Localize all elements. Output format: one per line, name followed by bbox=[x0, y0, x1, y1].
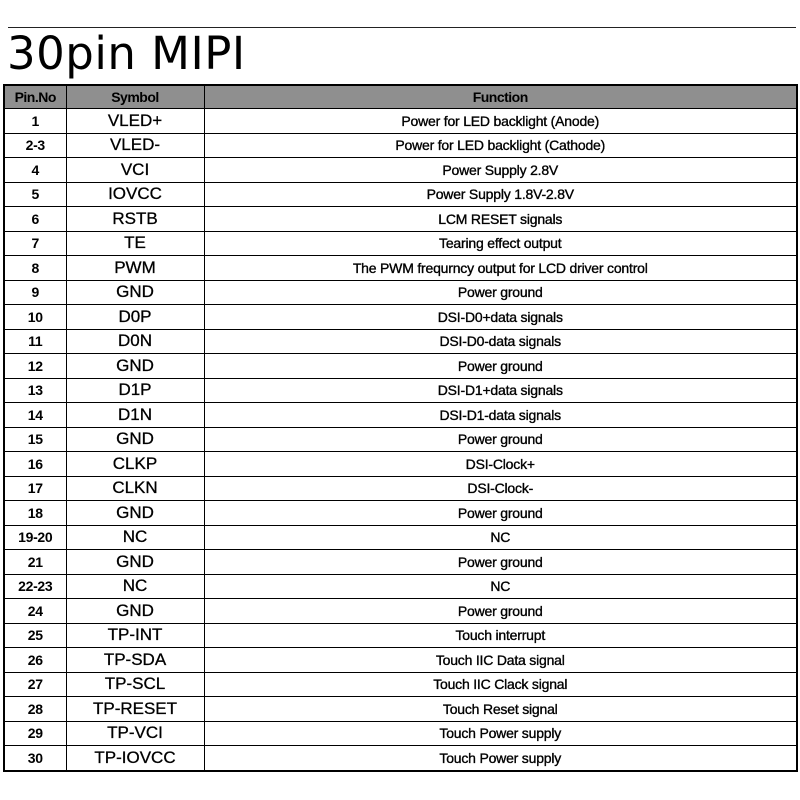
function-cell: DSI-D0-data signals bbox=[204, 329, 797, 354]
table-row bbox=[4, 256, 797, 281]
header-function: Function bbox=[204, 85, 797, 109]
function-cell: NC bbox=[204, 525, 797, 550]
table-row bbox=[4, 133, 797, 158]
symbol-cell: D1N bbox=[66, 403, 204, 428]
pin-number-cell: 7 bbox=[4, 231, 66, 256]
symbol-cell: TP-VCI bbox=[66, 721, 204, 746]
table-row bbox=[4, 354, 797, 379]
function-cell: DSI-D1+data signals bbox=[204, 378, 797, 403]
page-title: 30pin MIPI bbox=[7, 27, 246, 80]
table-row bbox=[4, 182, 797, 207]
header-pin-no: Pin.No bbox=[4, 85, 66, 109]
pin-number-cell: 27 bbox=[4, 672, 66, 697]
table-row bbox=[4, 427, 797, 452]
table-row bbox=[4, 158, 797, 183]
table-row bbox=[4, 207, 797, 232]
table-row bbox=[4, 476, 797, 501]
symbol-cell: TP-INT bbox=[66, 623, 204, 648]
pin-number-cell: 18 bbox=[4, 501, 66, 526]
function-cell: Tearing effect output bbox=[204, 231, 797, 256]
pin-number-cell: 26 bbox=[4, 648, 66, 673]
function-cell: Power ground bbox=[204, 280, 797, 305]
pin-number-cell: 21 bbox=[4, 550, 66, 575]
function-cell: Power ground bbox=[204, 550, 797, 575]
table-row bbox=[4, 672, 797, 697]
function-cell: Power ground bbox=[204, 354, 797, 379]
function-cell: Power for LED backlight (Cathode) bbox=[204, 133, 797, 158]
header-symbol: Symbol bbox=[66, 85, 204, 109]
symbol-cell: TE bbox=[66, 231, 204, 256]
pin-number-cell: 6 bbox=[4, 207, 66, 232]
table-row bbox=[4, 599, 797, 624]
table-row bbox=[4, 697, 797, 722]
symbol-cell: NC bbox=[66, 525, 204, 550]
pin-number-cell: 24 bbox=[4, 599, 66, 624]
table-row bbox=[4, 648, 797, 673]
function-cell: DSI-D0+data signals bbox=[204, 305, 797, 330]
pin-number-cell: 5 bbox=[4, 182, 66, 207]
symbol-cell: GND bbox=[66, 550, 204, 575]
symbol-cell: GND bbox=[66, 280, 204, 305]
symbol-cell: VLED- bbox=[66, 133, 204, 158]
symbol-cell: VLED+ bbox=[66, 109, 204, 134]
function-cell: Touch Reset signal bbox=[204, 697, 797, 722]
table-row bbox=[4, 329, 797, 354]
table-row bbox=[4, 525, 797, 550]
pin-number-cell: 8 bbox=[4, 256, 66, 281]
pin-number-cell: 28 bbox=[4, 697, 66, 722]
symbol-cell: TP-SDA bbox=[66, 648, 204, 673]
function-cell: DSI-Clock+ bbox=[204, 452, 797, 477]
function-cell: DSI-Clock- bbox=[204, 476, 797, 501]
function-cell: Power ground bbox=[204, 501, 797, 526]
symbol-cell: CLKP bbox=[66, 452, 204, 477]
symbol-cell: PWM bbox=[66, 256, 204, 281]
symbol-cell: NC bbox=[66, 574, 204, 599]
table-row bbox=[4, 109, 797, 134]
function-cell: Touch Power supply bbox=[204, 721, 797, 746]
symbol-cell: GND bbox=[66, 599, 204, 624]
symbol-cell: GND bbox=[66, 427, 204, 452]
symbol-cell: CLKN bbox=[66, 476, 204, 501]
pin-number-cell: 13 bbox=[4, 378, 66, 403]
pin-number-cell: 4 bbox=[4, 158, 66, 183]
symbol-cell: TP-IOVCC bbox=[66, 746, 204, 771]
symbol-cell: D0N bbox=[66, 329, 204, 354]
function-cell: LCM RESET signals bbox=[204, 207, 797, 232]
table-row bbox=[4, 305, 797, 330]
table-header bbox=[4, 85, 797, 109]
pin-number-cell: 30 bbox=[4, 746, 66, 771]
pin-number-cell: 1 bbox=[4, 109, 66, 134]
function-cell: Power ground bbox=[204, 599, 797, 624]
function-cell: Touch Power supply bbox=[204, 746, 797, 771]
function-cell: Touch IIC Data signal bbox=[204, 648, 797, 673]
function-cell: Power Supply 2.8V bbox=[204, 158, 797, 183]
symbol-cell: RSTB bbox=[66, 207, 204, 232]
pin-number-cell: 14 bbox=[4, 403, 66, 428]
function-cell: Touch IIC Clack signal bbox=[204, 672, 797, 697]
symbol-cell: D0P bbox=[66, 305, 204, 330]
header-row bbox=[4, 85, 797, 109]
pin-number-cell: 16 bbox=[4, 452, 66, 477]
table-row bbox=[4, 280, 797, 305]
pin-number-cell: 19-20 bbox=[4, 525, 66, 550]
pin-table bbox=[3, 84, 798, 772]
pin-number-cell: 12 bbox=[4, 354, 66, 379]
table-row bbox=[4, 403, 797, 428]
symbol-cell: TP-RESET bbox=[66, 697, 204, 722]
pin-number-cell: 10 bbox=[4, 305, 66, 330]
symbol-cell: GND bbox=[66, 354, 204, 379]
table-row bbox=[4, 231, 797, 256]
symbol-cell: GND bbox=[66, 501, 204, 526]
symbol-cell: IOVCC bbox=[66, 182, 204, 207]
table-row bbox=[4, 721, 797, 746]
function-cell: Power for LED backlight (Anode) bbox=[204, 109, 797, 134]
pin-number-cell: 29 bbox=[4, 721, 66, 746]
table-row bbox=[4, 623, 797, 648]
function-cell: Touch interrupt bbox=[204, 623, 797, 648]
pin-number-cell: 22-23 bbox=[4, 574, 66, 599]
table-row bbox=[4, 746, 797, 771]
table-row bbox=[4, 452, 797, 477]
pin-number-cell: 15 bbox=[4, 427, 66, 452]
table-body bbox=[4, 109, 797, 771]
function-cell: Power Supply 1.8V-2.8V bbox=[204, 182, 797, 207]
table-row bbox=[4, 550, 797, 575]
pin-number-cell: 17 bbox=[4, 476, 66, 501]
function-cell: DSI-D1-data signals bbox=[204, 403, 797, 428]
symbol-cell: TP-SCL bbox=[66, 672, 204, 697]
table-row bbox=[4, 574, 797, 599]
pin-number-cell: 11 bbox=[4, 329, 66, 354]
pin-number-cell: 25 bbox=[4, 623, 66, 648]
pin-number-cell: 9 bbox=[4, 280, 66, 305]
table-row bbox=[4, 378, 797, 403]
pin-number-cell: 2-3 bbox=[4, 133, 66, 158]
symbol-cell: D1P bbox=[66, 378, 204, 403]
function-cell: NC bbox=[204, 574, 797, 599]
symbol-cell: VCI bbox=[66, 158, 204, 183]
table-row bbox=[4, 501, 797, 526]
function-cell: The PWM frequrncy output for LCD driver control bbox=[204, 256, 797, 281]
function-cell: Power ground bbox=[204, 427, 797, 452]
